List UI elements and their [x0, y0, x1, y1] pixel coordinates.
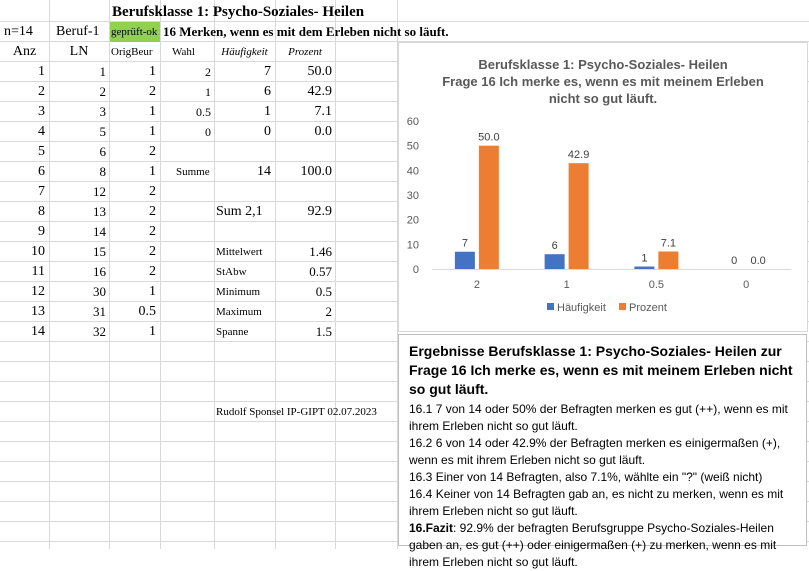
results-item-text: : 92.9% der befragten Berufsgruppe Psycho-Soziales-Heilen gaben an, es gut (++) oder einigermaßen (+) zu merken, wenn es mit ihrem Erleben nicht so gut läuft. [409, 521, 777, 569]
results-item-text: 16.3 Einer von 14 Befragten, also 7.1%, wählte ein "?" (weiß nicht) [409, 470, 763, 484]
bar-haeufigkeit [634, 267, 654, 269]
data-label: 6 [551, 240, 558, 253]
cell-wahl[interactable]: 2 [205, 65, 211, 79]
chart-title-line: Frage 16 Ich merke es, wenn es mit meinem Erleben [442, 74, 764, 89]
data-label: 0 [731, 255, 738, 267]
y-tick-label: 40 [406, 165, 419, 178]
results-item-text: 16.1 7 von 14 oder 50% der Befragten merken es gut (++), wenn es mit ihrem Erleben nicht so gut läuft. [409, 402, 788, 433]
cell-prozent[interactable]: 42.9 [307, 84, 332, 99]
cell-ln[interactable]: 32 [93, 324, 106, 339]
cell-haeufigkeit[interactable]: 7 [264, 64, 271, 79]
cell-ln[interactable]: 6 [99, 144, 106, 159]
cell-anz[interactable]: 3 [38, 104, 45, 119]
header-wahl[interactable]: Wahl [172, 46, 195, 58]
cell-origbeur[interactable]: 1 [149, 64, 156, 79]
data-label: 1 [641, 252, 648, 265]
bar-prozent [569, 163, 589, 269]
stat-value[interactable]: 2 [325, 304, 332, 319]
bar-chart [399, 43, 807, 331]
y-tick-label: 60 [406, 116, 419, 128]
bar-prozent [658, 251, 678, 269]
sum21-label[interactable]: Sum 2,1 [216, 204, 263, 219]
cell-ln[interactable]: 14 [93, 224, 106, 239]
cell-prozent[interactable]: 50.0 [307, 64, 332, 79]
data-label: 7 [461, 237, 468, 250]
cell-haeufigkeit[interactable]: 6 [264, 84, 271, 99]
results-item [409, 435, 796, 469]
bar-haeufigkeit [545, 254, 565, 269]
bar-prozent [479, 146, 499, 269]
header-haeufigkeit[interactable]: Häufigkeit [221, 46, 268, 58]
cell-prozent[interactable]: 0.0 [314, 124, 332, 139]
cell-ln[interactable]: 12 [93, 184, 106, 199]
results-item [409, 520, 796, 571]
data-label: 50.0 [478, 131, 500, 144]
stat-label[interactable]: Maximum [216, 306, 262, 318]
results-item [409, 469, 796, 486]
cell-origbeur[interactable]: 2 [149, 144, 156, 159]
results-item [409, 486, 796, 520]
stat-value[interactable]: 1.5 [315, 324, 332, 339]
category-label: 1 [563, 279, 570, 291]
stat-label[interactable]: Spanne [216, 326, 249, 338]
cell-origbeur[interactable]: 1 [149, 124, 156, 139]
summe-prozent[interactable]: 100.0 [300, 164, 332, 179]
cell-anz[interactable]: 14 [31, 324, 45, 339]
cell-anz[interactable]: 4 [38, 124, 45, 139]
y-tick-label: 30 [406, 190, 419, 202]
stat-value[interactable]: 0.57 [309, 264, 332, 279]
beruf-label[interactable]: Beruf-1 [56, 24, 100, 39]
y-tick-label: 20 [406, 214, 419, 227]
cell-anz[interactable]: 5 [38, 144, 45, 159]
cell-anz[interactable]: 7 [38, 184, 45, 199]
cell-ln[interactable]: 5 [99, 124, 106, 139]
header-anz[interactable]: Anz [12, 44, 37, 59]
results-item-text: 16.2 6 von 14 oder 42.9% der Befragten merken es einigermaßen (+), wenn es mit ihrem Erleben nicht so gut läuft. [409, 436, 781, 467]
cell-origbeur[interactable]: 1 [149, 324, 156, 339]
cell-anz[interactable]: 2 [38, 84, 45, 99]
category-label: 0.5 [648, 279, 665, 291]
sum21-value[interactable]: 92.9 [307, 204, 332, 219]
sheet-title[interactable]: Berufsklasse 1: Psycho-Soziales- Heilen [112, 4, 365, 20]
author-credit[interactable]: Rudolf Sponsel IP-GIPT 02.07.2023 [216, 406, 377, 418]
header-origbeur[interactable]: OrigBeur [111, 46, 153, 58]
question-text[interactable]: 16 Merken, wenn es mit dem Erleben nicht so läuft. [163, 24, 449, 39]
cell-prozent[interactable]: 7.1 [314, 104, 332, 119]
cell-anz[interactable]: 8 [38, 204, 45, 219]
stat-value[interactable]: 1.46 [309, 244, 332, 259]
cell-anz[interactable]: 11 [31, 264, 45, 279]
header-prozent[interactable]: Prozent [288, 46, 322, 58]
status-badge[interactable]: geprüft-ok [110, 22, 160, 42]
stat-label[interactable]: Mittelwert [216, 246, 263, 258]
cell-origbeur[interactable]: 0.5 [138, 304, 156, 319]
legend-swatch [619, 303, 626, 310]
cell-origbeur[interactable]: 1 [149, 164, 156, 179]
bar-haeufigkeit [455, 252, 475, 269]
cell-wahl[interactable]: 1 [205, 85, 211, 99]
data-label: 7.1 [660, 237, 677, 250]
legend-swatch [547, 303, 554, 310]
cell-anz[interactable]: 6 [38, 164, 45, 179]
cell-ln[interactable]: 30 [93, 284, 106, 299]
results-item-prefix: 16.Fazit [409, 521, 454, 535]
cell-anz[interactable]: 10 [31, 244, 45, 259]
stat-label[interactable]: Minimum [216, 286, 261, 298]
cell-wahl[interactable]: 0 [205, 125, 211, 139]
chart-panel[interactable] [398, 42, 808, 332]
cell-ln[interactable]: 15 [93, 244, 106, 259]
y-tick-label: 10 [406, 239, 419, 252]
cell-ln[interactable]: 8 [99, 164, 106, 179]
legend-label: Prozent [629, 302, 667, 314]
cell-anz[interactable]: 13 [31, 304, 45, 319]
cell-origbeur[interactable]: 1 [149, 284, 156, 299]
cell-ln[interactable]: 3 [99, 104, 106, 119]
cell-ln[interactable]: 16 [93, 264, 106, 279]
data-label: 42.9 [567, 149, 590, 162]
cell-origbeur[interactable]: 2 [149, 184, 156, 199]
y-tick-label: 0 [412, 264, 419, 276]
chart-title-line: nicht so gut läuft. [548, 91, 658, 106]
results-heading: Ergebnisse Berufsklasse 1: Psycho-Soziales- Heilen zur Frage 16 Ich merke es, wenn es mit meinem Erleben nicht so gut läuft. [409, 343, 793, 397]
column-divider [335, 0, 336, 549]
cell-ln[interactable]: 2 [99, 84, 106, 99]
cell-origbeur[interactable]: 2 [149, 84, 156, 99]
cell-origbeur[interactable]: 2 [149, 244, 156, 259]
cell-anz[interactable]: 1 [38, 64, 45, 79]
header-ln[interactable]: LN [69, 44, 89, 59]
cell-haeufigkeit[interactable]: 0 [264, 124, 271, 139]
results-item [409, 401, 796, 435]
results-textbox[interactable] [398, 334, 807, 569]
stat-value[interactable]: 0.5 [315, 284, 332, 299]
data-label: 0.0 [750, 255, 766, 267]
summe-haeufigkeit[interactable]: 14 [257, 164, 271, 179]
cell-anz[interactable]: 9 [38, 224, 45, 239]
cell-ln[interactable]: 1 [99, 64, 106, 79]
cell-origbeur[interactable]: 2 [149, 264, 156, 279]
cell-wahl[interactable]: 0.5 [196, 105, 211, 119]
stat-label[interactable]: StAbw [216, 266, 247, 278]
cell-haeufigkeit[interactable]: 1 [264, 104, 271, 119]
chart-title-line: Berufsklasse 1: Psycho-Soziales- Heilen [478, 57, 728, 72]
results-item-text: 16.4 Keiner von 14 Befragten gab an, es nicht zu merken, wenn es mit ihrem Erleben nicht so gut läuft. [409, 487, 784, 518]
cell-origbeur[interactable]: 2 [149, 204, 156, 219]
summe-label[interactable]: Summe [176, 166, 210, 178]
n-label[interactable]: n=14 [4, 24, 33, 39]
legend-label: Häufigkeit [557, 302, 606, 314]
category-label: 2 [473, 279, 480, 291]
cell-ln[interactable]: 31 [93, 304, 106, 319]
cell-ln[interactable]: 13 [93, 204, 106, 219]
cell-origbeur[interactable]: 1 [149, 104, 156, 119]
cell-origbeur[interactable]: 2 [149, 224, 156, 239]
category-label: 0 [743, 279, 750, 291]
y-tick-label: 50 [406, 140, 419, 153]
cell-anz[interactable]: 12 [31, 284, 45, 299]
